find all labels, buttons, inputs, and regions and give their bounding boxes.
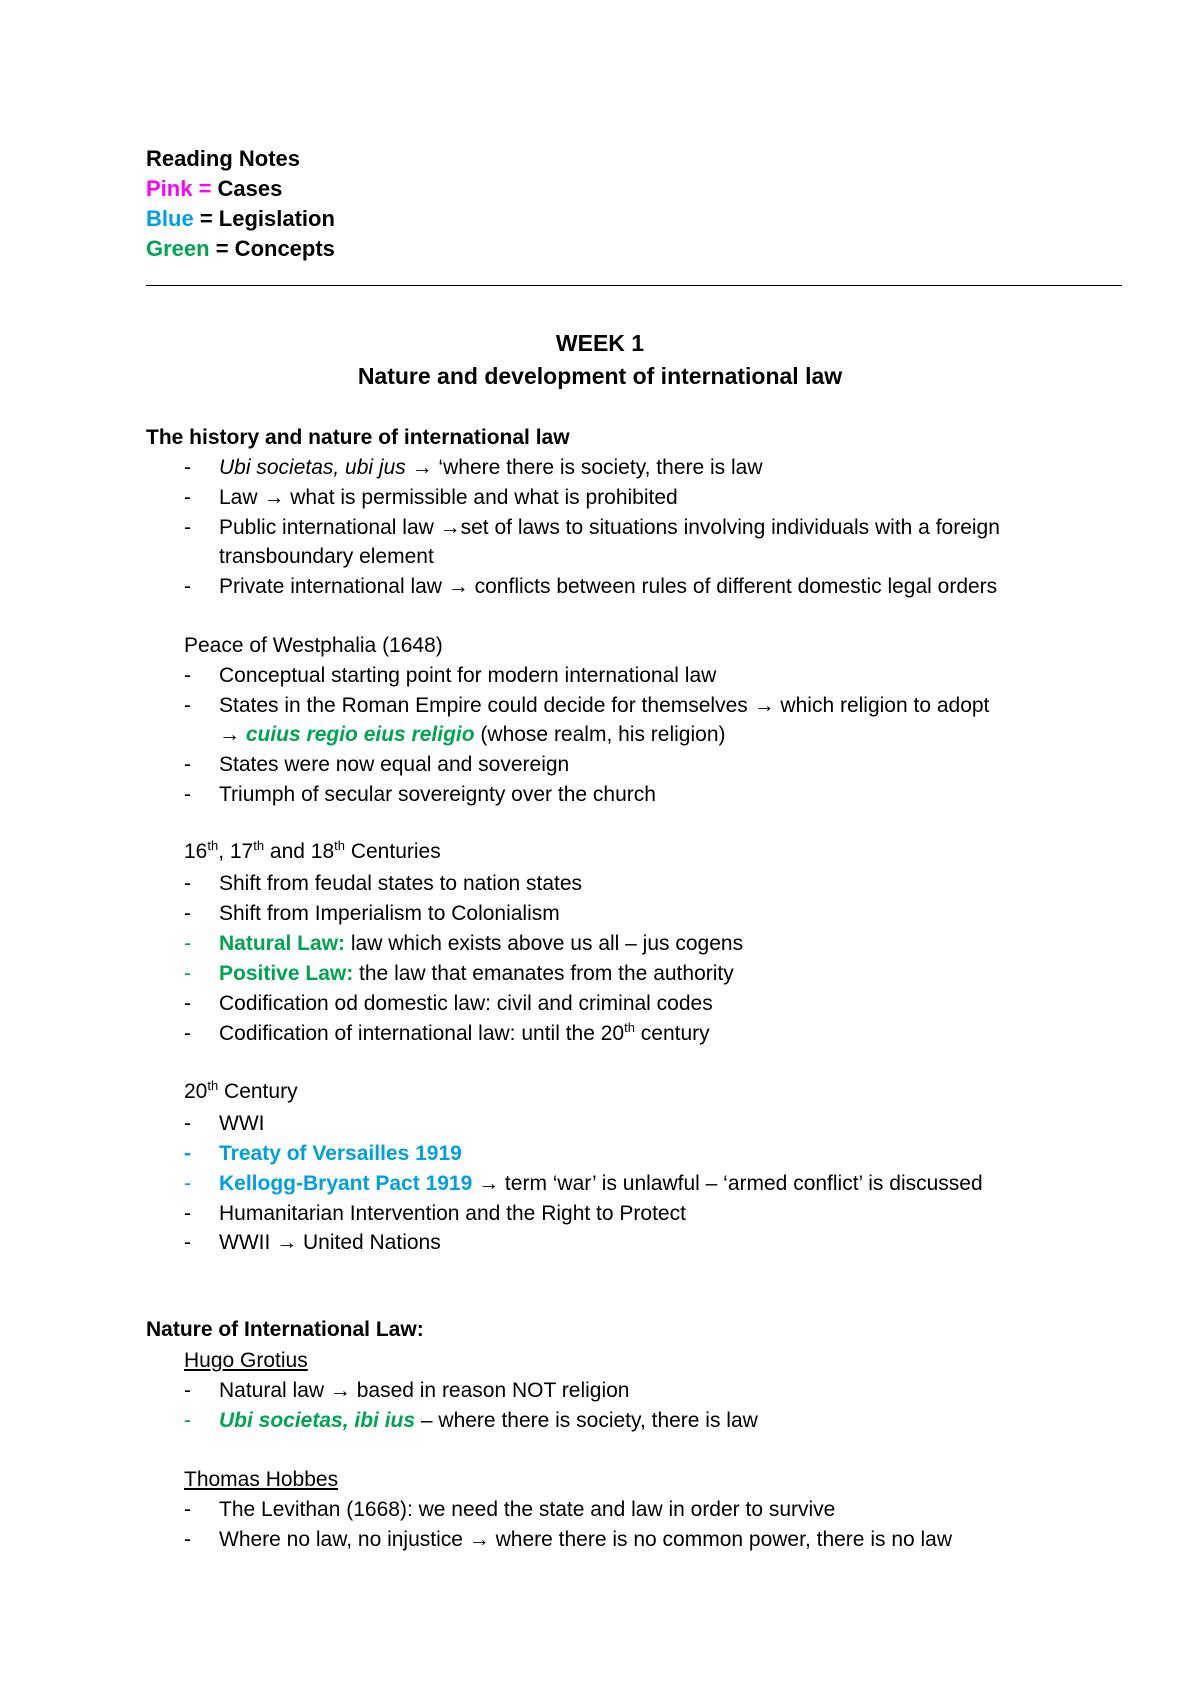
westphalia-heading: Peace of Westphalia (1648) bbox=[184, 634, 443, 657]
list-item-text bbox=[219, 932, 743, 956]
list-item-text bbox=[219, 456, 763, 480]
bullet-dash: - bbox=[184, 1498, 191, 1521]
bullet-dash: - bbox=[184, 486, 191, 509]
superscript: th bbox=[253, 838, 265, 853]
list-item-text: Law → what is permissible and what is prohibited bbox=[219, 486, 678, 509]
list-item-text: Codification od domestic law: civil and criminal codes bbox=[219, 992, 713, 1015]
legend-green-value: = Concepts bbox=[215, 236, 335, 261]
list-item-part: century bbox=[634, 1022, 710, 1045]
legend-green-label: Green bbox=[146, 236, 210, 261]
list-item-text bbox=[219, 1172, 983, 1196]
list-item-rest: → term ‘war’ is unlawful – ‘armed conflict’ is discussed bbox=[472, 1172, 983, 1195]
bullet-dash: - bbox=[184, 1409, 191, 1432]
concept-term: cuius regio eius religio bbox=[245, 723, 475, 746]
list-item-text: Where no law, no injustice → where there is no common power, there is no law bbox=[219, 1528, 953, 1551]
list-item-rest: (whose realm, his religion) bbox=[474, 723, 726, 746]
bullet-dash: - bbox=[184, 516, 191, 539]
centuries-heading bbox=[184, 840, 441, 864]
list-item-text: The Levithan (1668): we need the state and law in order to survive bbox=[219, 1498, 836, 1521]
list-item-text: States in the Roman Empire could decide for themselves → which religion to adopt bbox=[219, 694, 990, 717]
list-item-rest: law which exists above us all – jus cogens bbox=[345, 932, 744, 955]
concept-term: Natural Law: bbox=[219, 932, 346, 955]
bullet-dash: - bbox=[184, 753, 191, 776]
bullet-dash: - bbox=[184, 664, 191, 687]
list-item-rest: the law that emanates from the authority bbox=[353, 962, 734, 985]
concept-term: Positive Law: bbox=[219, 962, 354, 985]
list-item-text bbox=[219, 1409, 758, 1433]
concept-term: Ubi societas, ibi ius bbox=[219, 1409, 416, 1432]
legislation-term: Kellogg-Bryant Pact 1919 bbox=[219, 1172, 473, 1195]
heading-part: 18 bbox=[310, 840, 335, 863]
legislation-term: Treaty of Versailles 1919 bbox=[219, 1142, 462, 1165]
heading-part: Century bbox=[218, 1080, 298, 1103]
latin-maxim: Ubi societas, ubi jus bbox=[219, 456, 406, 479]
week-number: WEEK 1 bbox=[555, 330, 645, 356]
bullet-dash: - bbox=[184, 962, 191, 985]
heading-part: Centuries bbox=[345, 840, 441, 863]
history-heading: The history and nature of international law bbox=[146, 426, 570, 449]
list-item-text: Public international law →set of laws to situations involving individuals with a foreign bbox=[219, 516, 1000, 539]
bullet-dash: - bbox=[184, 1379, 191, 1402]
bullet-dash: - bbox=[184, 1112, 191, 1135]
list-item-text: WWII → United Nations bbox=[219, 1231, 441, 1254]
arrow-icon: → bbox=[219, 723, 246, 746]
bullet-dash: - bbox=[184, 992, 191, 1015]
heading-part: 16 bbox=[184, 840, 208, 863]
legend-blue-label: Blue bbox=[146, 206, 194, 231]
bullet-dash: - bbox=[184, 902, 191, 925]
color-legend bbox=[146, 144, 335, 264]
list-item-text: Shift from Imperialism to Colonialism bbox=[219, 902, 560, 925]
bullet-dash: - bbox=[184, 575, 191, 598]
list-item-text: Humanitarian Intervention and the Right to Protect bbox=[219, 1202, 686, 1225]
list-item-text bbox=[219, 1022, 710, 1046]
heading-part: 20 bbox=[184, 1080, 208, 1103]
superscript: th bbox=[207, 838, 219, 853]
list-item-continuation bbox=[219, 723, 726, 747]
bullet-dash: - bbox=[184, 1142, 191, 1165]
bullet-dash: - bbox=[184, 1172, 191, 1195]
bullet-dash: - bbox=[184, 1022, 191, 1045]
legend-blue-value: = Legislation bbox=[199, 206, 335, 231]
week-title: Nature and development of international law bbox=[357, 363, 843, 389]
bullet-dash: - bbox=[184, 456, 191, 479]
legend-pink-row bbox=[146, 174, 335, 204]
superscript: th bbox=[624, 1020, 635, 1035]
list-item-text: Natural law → based in reason NOT religion bbox=[219, 1379, 630, 1402]
list-item-text: Shift from feudal states to nation states bbox=[219, 872, 583, 895]
legend-pink-value: Cases bbox=[217, 176, 283, 201]
bullet-dash: - bbox=[184, 932, 191, 955]
list-item-text: Triumph of secular sovereignty over the church bbox=[219, 783, 656, 806]
legend-green-row bbox=[146, 234, 335, 264]
bullet-dash: - bbox=[184, 1231, 191, 1254]
superscript: th bbox=[334, 838, 345, 853]
list-item-continuation: transboundary element bbox=[219, 545, 434, 568]
bullet-dash: - bbox=[184, 1202, 191, 1225]
bullet-dash: - bbox=[184, 1528, 191, 1551]
list-item-text: States were now equal and sovereign bbox=[219, 753, 570, 776]
list-item-rest: – where there is society, there is law bbox=[415, 1409, 758, 1432]
legend-pink-label: Pink = bbox=[146, 176, 212, 201]
bullet-dash: - bbox=[184, 694, 191, 717]
list-item-text: Conceptual starting point for modern international law bbox=[219, 664, 717, 687]
list-item-text: Private international law → conflicts between rules of different domestic legal orders bbox=[219, 575, 998, 598]
horizontal-divider bbox=[146, 285, 1122, 286]
list-item-part: Codification of international law: until the 20 bbox=[219, 1022, 625, 1045]
nature-heading: Nature of International Law: bbox=[146, 1318, 424, 1341]
heading-part: , bbox=[218, 840, 230, 863]
twentieth-century-heading bbox=[184, 1080, 298, 1104]
list-item-text: WWI bbox=[219, 1112, 265, 1135]
hobbes-heading: Thomas Hobbes bbox=[184, 1468, 339, 1491]
grotius-heading: Hugo Grotius bbox=[184, 1349, 308, 1372]
bullet-dash: - bbox=[184, 872, 191, 895]
heading-part: and bbox=[264, 840, 311, 863]
bullet-dash: - bbox=[184, 783, 191, 806]
list-item-text bbox=[219, 962, 734, 986]
legend-title: Reading Notes bbox=[146, 146, 301, 171]
heading-part: 17 bbox=[229, 840, 254, 863]
list-item-rest: → ‘where there is society, there is law bbox=[405, 456, 763, 479]
superscript: th bbox=[207, 1078, 219, 1093]
legend-blue-row bbox=[146, 204, 335, 234]
